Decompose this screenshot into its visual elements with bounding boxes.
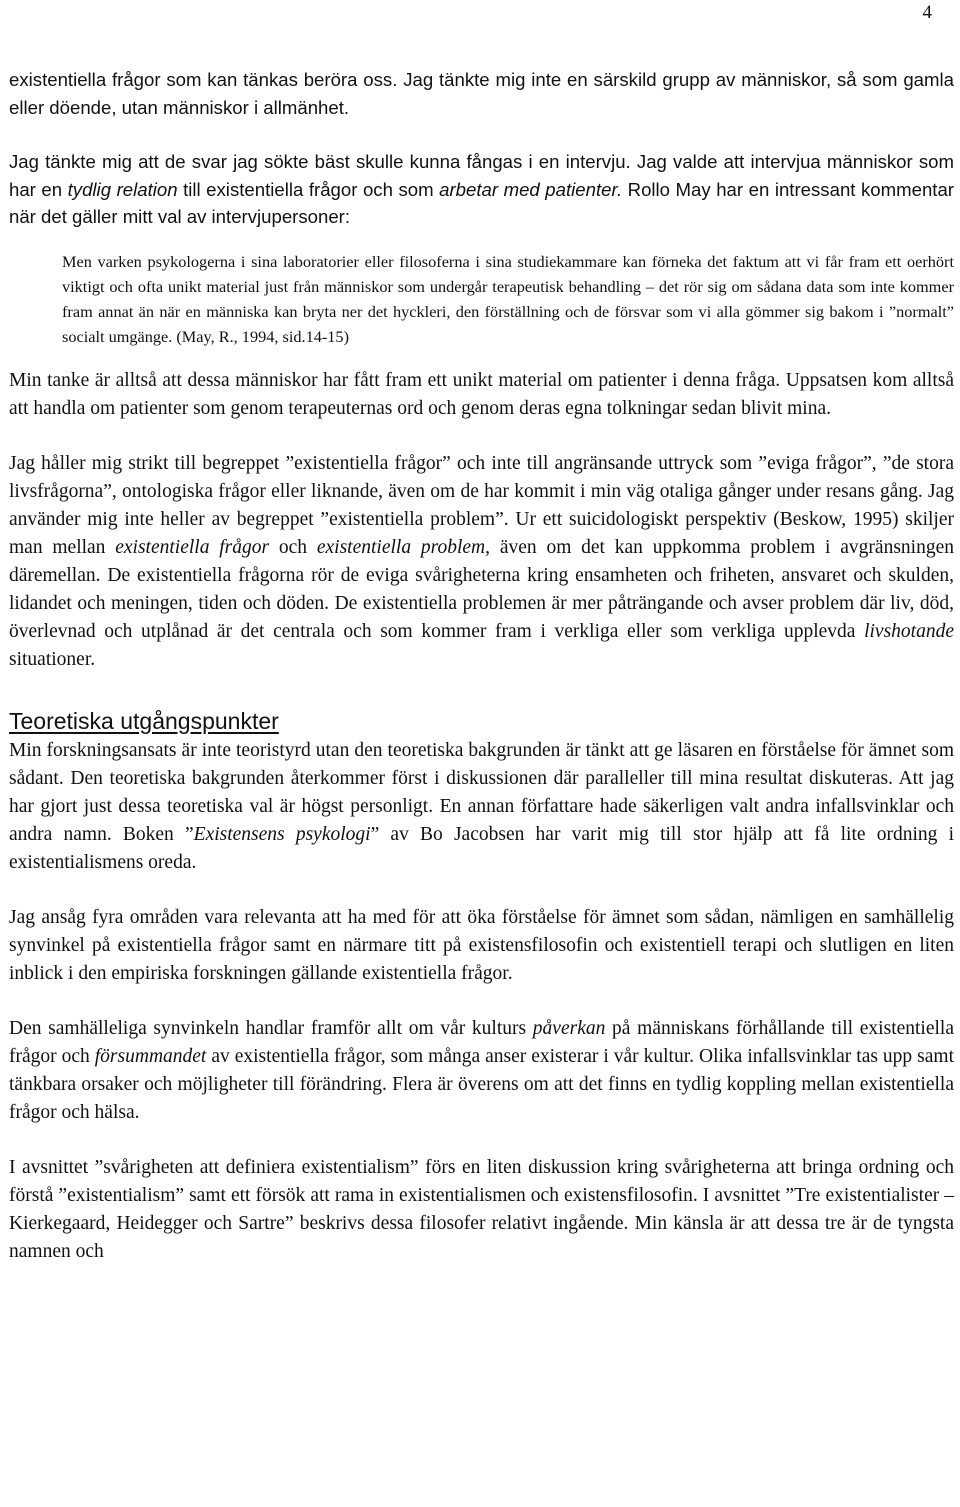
text-run: till existentiella frågor och som <box>177 178 440 200</box>
text-run: I avsnittet ”svårigheten att definiera existentialism” förs en liten diskussion kring svårigheterna att bringa ordning och förstå ”existentialism” samt ett försök att rama in existentialismen och existensfilosofin. I avsnittet ”Tre existentialister –Kierkegaard, Heidegger och Sartre” beskrivs dessa filosofer relativt ingående. Min känsla är att dessa tre är de tyngsta namnen och <box>9 1156 954 1262</box>
text-run: Den samhälleliga synvinkeln handlar framför allt om vår kulturs <box>9 1017 533 1039</box>
text-run: och <box>269 536 317 558</box>
paragraph-sections <box>9 1154 954 1266</box>
text-run: Min forskningsansats är inte teoristyrd utan den teoretiska bakgrunden är tänkt att ge läsaren en förståelse för ämnet som sådant. Den teoretiska bakgrunden återkommer först i diskussionen där paralleller till mina resultat diskuteras. Att jag har gjort just dessa teoretiska val är högst personligt. En annan författare hade säkerligen valt andra infallsvinklar och andra namn. Boken ” <box>9 739 954 845</box>
text-run: Jag ansåg fyra områden vara relevanta att ha med för att öka förståelse för ämnet som sådan, nämligen en samhällelig synvinkel på existentiella frågor samt en närmare titt på existensfilosofin och existentiell terapi och slutligen en liten inblick i den empiriska forskningen gällande existentiella frågor. <box>9 906 954 984</box>
text-run: Jag tänkte mig att de svar jag sökte bäst skulle kunna fångas i en intervju. Jag valde att intervjua människor som har en <box>9 151 954 200</box>
italic-text: tydlig relation <box>67 178 178 200</box>
text-run: situationer. <box>9 648 96 670</box>
italic-text: arbetar med patienter. <box>439 178 623 200</box>
document-body <box>9 66 954 1266</box>
paragraph-intro <box>9 66 954 121</box>
italic-text: livshotande <box>864 620 954 642</box>
text-run: på människans förhållande till existentiella frågor och <box>9 1017 954 1067</box>
block-quote: Men varken psykologerna i sina laboratorier eller filosoferna i sina studiekammare kan förneka det faktum att vi får fram ett oerhört viktigt och ofta unikt material just från människor som undergår terapeutisk behandling – det rör sig om sådana data som inte kommer fram annat än när en människa kan bryta ner det hyckleri, den förställning och de försvar som vi alla gömmer sig bakom i ”normalt” socialt umgänge. (May, R., 1994, sid.14-15) <box>62 251 954 346</box>
section-heading: Teoretiska utgångspunkter <box>9 707 279 734</box>
text-run: existentiella frågor som kan tänkas beröra oss. Jag tänkte mig inte en särskild grupp av människor, så som gamla eller döende, utan människor i allmänhet. <box>9 69 954 118</box>
text-run: av existentiella frågor, som många anser existerar i vår kultur. Olika infallsvinklar tas upp samt tänkbara orsaker och möjligheter till förändring. Flera är överens om att det finns en tydlig koppling mellan existentiella frågor och hälsa. <box>9 1045 954 1123</box>
text-run: Min tanke är alltså att dessa människor har fått fram ett unikt material om patienter i denna fråga. Uppsatsen kom alltså att handla om patienter som genom terapeuternas ord och genom deras egna tolkningar sedan blivit mina. <box>9 369 954 419</box>
paragraph-concepts <box>9 450 954 674</box>
paragraph-research-approach <box>9 737 954 877</box>
paragraph-societal <box>9 1015 954 1127</box>
italic-text: existentiella frågor <box>115 536 270 558</box>
italic-text: existentiella problem <box>316 536 486 558</box>
text-run: Rollo May har en intressant kommentar när det gäller mitt val av intervjupersoner: <box>9 178 954 227</box>
paragraph-interview <box>9 148 954 231</box>
text-run: Jag håller mig strikt till begreppet ”existentiella frågor” och inte till angränsande uttryck som ”eviga frågor”, ”de stora livsfrågorna”, ontologiska frågor eller liknande, även om de har kommit i min väg otaliga gånger under resans gång. Jag använder mig inte heller av begreppet ”existentiella problem”. Ur ett suicidologiskt perspektiv (Beskow, 1995) skiljer man mellan <box>9 452 954 558</box>
text-run: ” av Bo Jacobsen har varit mig till stor hjälp att få lite ordning i existentialismens oreda. <box>9 823 954 873</box>
paragraph-thought <box>9 367 954 423</box>
italic-text: Existensens psykologi <box>193 823 371 845</box>
italic-text: påverkan <box>532 1017 606 1039</box>
page-number: 4 <box>922 2 932 23</box>
text-run: , även om det kan uppkomma problem i avgränsningen däremellan. De existentiella frågorna rör de eviga svårigheterna kring ensamheten och friheten, ansvaret och skulden, lidandet och meningen, tiden och döden. De existentiella problemen är mer påträngande och avser problem där liv, död, överlevnad och utplånad är det centrala och som kommer fram i verkliga eller som verkliga upplevda <box>9 536 954 642</box>
italic-text: försummandet <box>94 1045 207 1067</box>
paragraph-four-areas <box>9 904 954 988</box>
